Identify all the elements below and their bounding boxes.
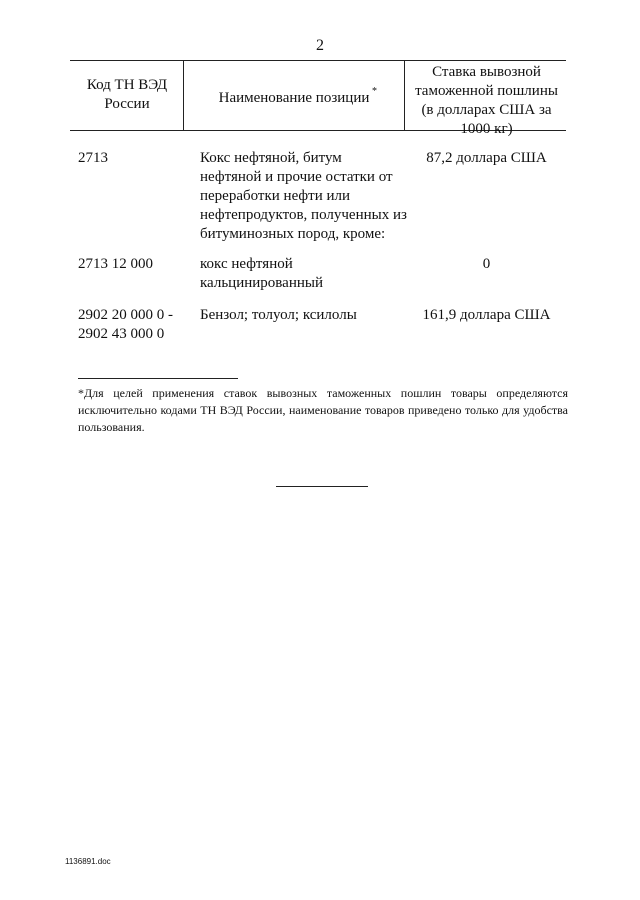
row-name-line: нефтепродуктов, полученных из bbox=[200, 207, 407, 223]
row-name bbox=[200, 306, 410, 325]
row-name-line: Бензол; толуол; ксилолы bbox=[200, 307, 357, 323]
header-rate-line: 1000 кг) bbox=[460, 121, 513, 137]
header-code-line: Код ТН ВЭД bbox=[86, 77, 168, 93]
table-top-rule bbox=[70, 60, 566, 61]
row-name-line: кокс нефтяной bbox=[200, 256, 293, 272]
row-rate: 87,2 доллара США bbox=[426, 150, 547, 166]
header-rate-line: Ставка вывозной bbox=[432, 64, 541, 80]
row-name-line: переработки нефти или bbox=[200, 188, 351, 204]
row-name-line: нефтяной и прочие остатки от bbox=[200, 169, 393, 185]
header-code bbox=[72, 76, 182, 114]
header-rate-line: (в долларах США за bbox=[421, 102, 552, 118]
row-code-line: 2713 12 000 bbox=[78, 256, 153, 272]
row-code bbox=[78, 255, 153, 274]
row-name-line: кальцинированный bbox=[200, 275, 323, 291]
row-name-line: Кокс нефтяной, битум bbox=[200, 150, 342, 166]
row-rate: 161,9 доллара США bbox=[422, 307, 551, 323]
header-name bbox=[186, 89, 402, 108]
row-code bbox=[78, 149, 108, 168]
header-name-footnote-mark: * bbox=[372, 86, 377, 97]
page-number: 2 bbox=[316, 37, 324, 54]
header-code-line: России bbox=[104, 96, 150, 112]
header-rate-line: таможенной пошлины bbox=[415, 83, 558, 99]
column-divider bbox=[404, 60, 405, 130]
header-name-text: Наименование позиции bbox=[218, 90, 370, 106]
row-code-line: 2713 bbox=[78, 150, 108, 166]
row-name bbox=[200, 149, 410, 244]
footer-doc-code: 1136891.doc bbox=[65, 857, 111, 866]
header-rate bbox=[407, 63, 566, 139]
row-code-line: 2902 43 000 0 bbox=[78, 326, 165, 342]
row-code-line: 2902 20 000 0 - bbox=[78, 307, 173, 323]
end-rule bbox=[276, 486, 368, 487]
footnote-text: *Для целей применения ставок вывозных таможенных пошлин товары определяются исключительно кодами ТН ВЭД России, наименование товаров приведено только для удобства пользования. bbox=[78, 386, 568, 434]
row-code bbox=[78, 306, 173, 344]
row-name-line: битуминозных пород, кроме: bbox=[200, 226, 386, 242]
column-divider bbox=[183, 60, 184, 130]
row-rate: 0 bbox=[482, 256, 491, 272]
row-name bbox=[200, 255, 410, 293]
footnote-separator bbox=[78, 378, 238, 379]
